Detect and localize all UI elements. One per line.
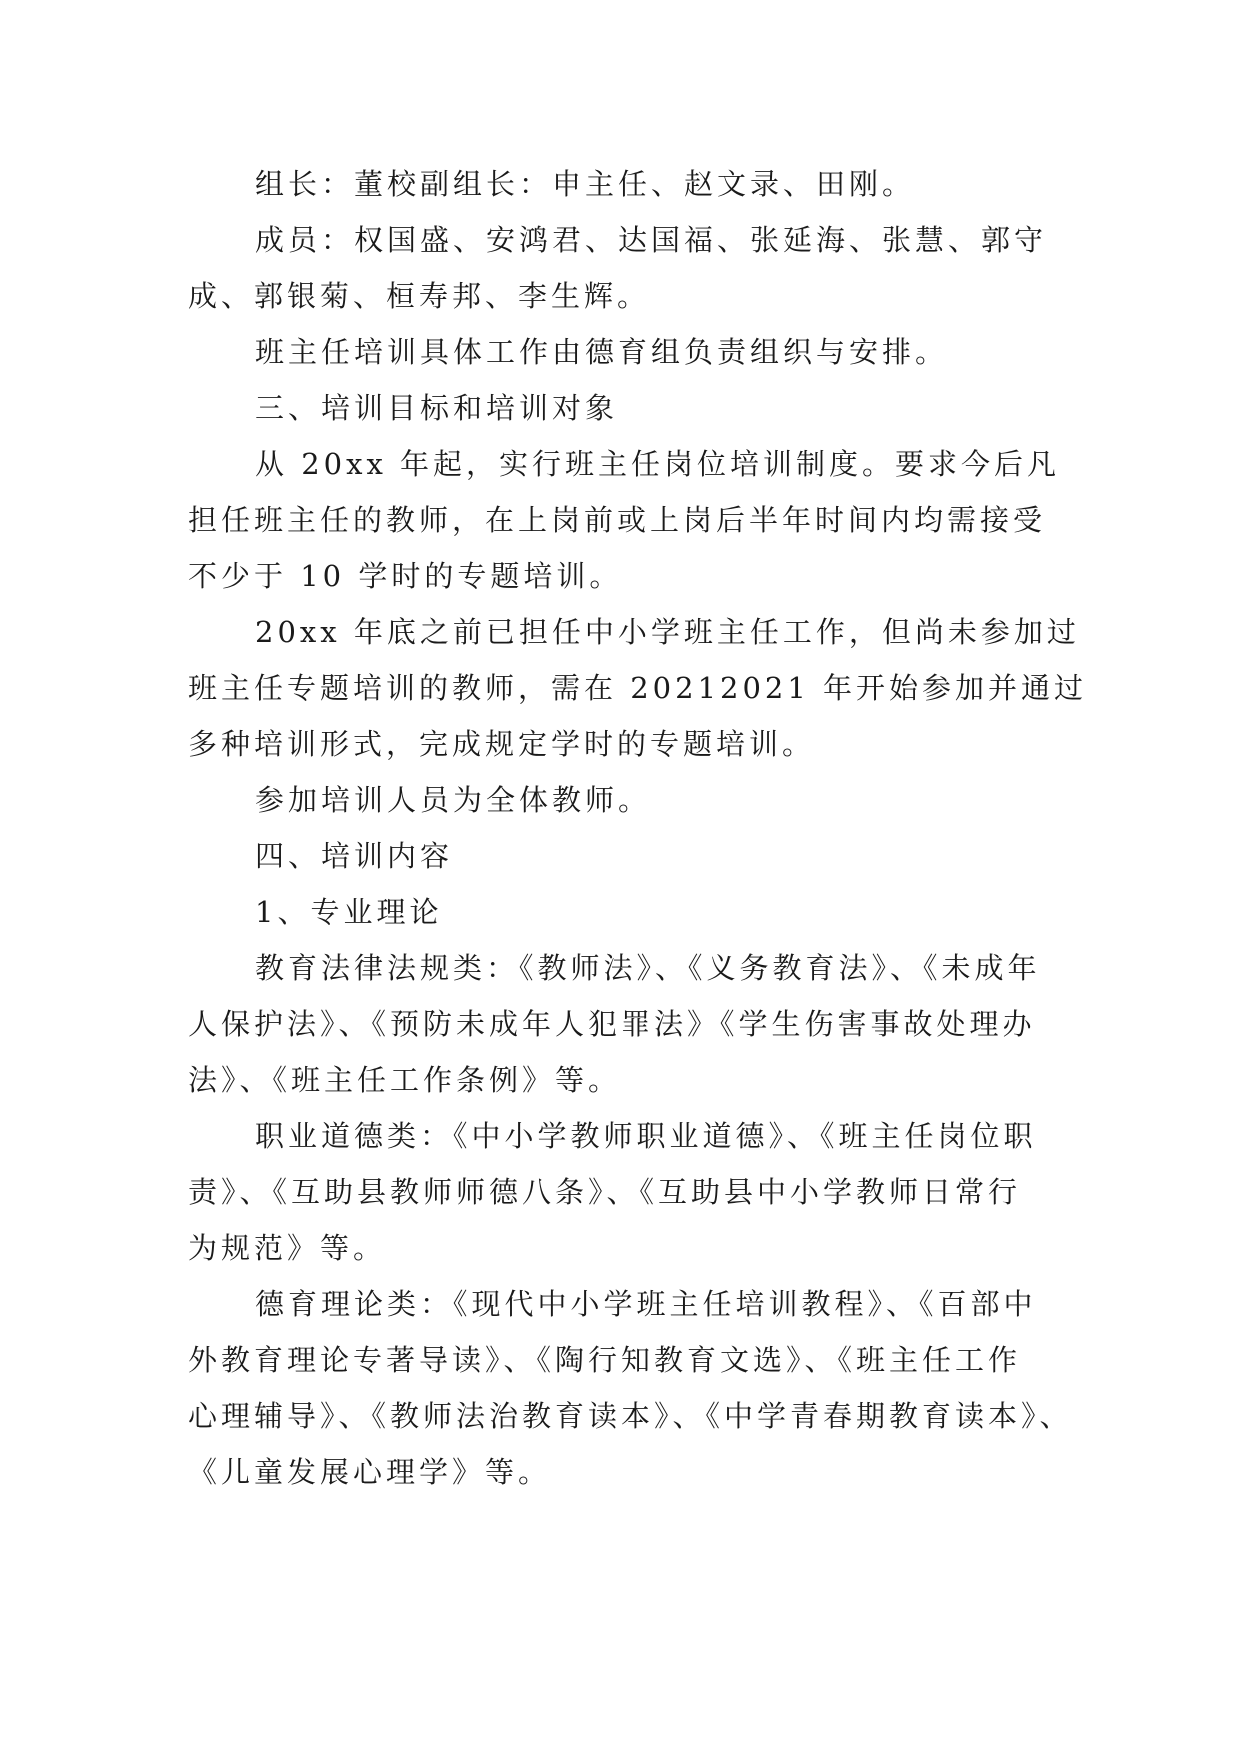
participants-line: 参加培训人员为全体教师。: [255, 783, 652, 817]
paragraph-system-line-2: 担任班主任的教师，在上岗前或上岗后半年时间内均需接受: [188, 503, 1047, 537]
section-3-heading: 三、培训目标和培训对象: [255, 391, 619, 425]
subsection-1-heading: 1、专业理论: [255, 895, 443, 929]
ethics-category-line-3: 为规范》等。: [188, 1231, 387, 1265]
paragraph-existing-line-3: 多种培训形式，完成规定学时的专题培训。: [188, 727, 816, 761]
law-category-line-2: 人保护法》、《预防未成年人犯罪法》《学生伤害事故处理办: [188, 1007, 1036, 1041]
paragraph-system-line-1: 从 20xx 年起，实行班主任岗位培训制度。要求今后凡: [255, 447, 1061, 481]
law-category-line-3: 法》、《班主任工作条例》等。: [188, 1063, 622, 1097]
section-4-heading: 四、培训内容: [255, 839, 454, 873]
law-category-line-1: 教育法律法规类：《教师法》、《义务教育法》、《未成年: [255, 951, 1041, 985]
moral-theory-line-1: 德育理论类：《现代中小学班主任培训教程》、《百部中: [255, 1287, 1037, 1321]
paragraph-system-line-3: 不少于 10 学时的专题培训。: [188, 559, 623, 593]
ethics-category-line-2: 责》、《互助县教师师德八条》、《互助县中小学教师日常行: [188, 1175, 1022, 1209]
moral-theory-line-4: 《儿童发展心理学》等。: [188, 1455, 552, 1489]
paragraph-existing-line-1: 20xx 年底之前已担任中小学班主任工作，但尚未参加过: [255, 615, 1080, 649]
paragraph-existing-line-2: 班主任专题培训的教师，需在 20212021 年开始参加并通过: [188, 671, 1088, 705]
moral-theory-line-2: 外教育理论专著导读》、《陶行知教育文选》、《班主任工作: [188, 1343, 1022, 1377]
members-line-2: 成、郭银菊、桓寿邦、李生辉。: [188, 279, 651, 313]
group-leaders-line: 组长：董校副组长：申主任、赵文录、田刚。: [255, 167, 916, 201]
ethics-category-line-1: 职业道德类：《中小学教师职业道德》、《班主任岗位职: [255, 1119, 1037, 1153]
responsibility-line: 班主任培训具体工作由德育组负责组织与安排。: [255, 335, 949, 369]
moral-theory-line-3: 心理辅导》、《教师法治教育读本》、《中学青春期教育读本》、: [188, 1399, 1073, 1433]
members-line-1: 成员：权国盛、安鸿君、达国福、张延海、张慧、郭守: [255, 223, 1048, 257]
